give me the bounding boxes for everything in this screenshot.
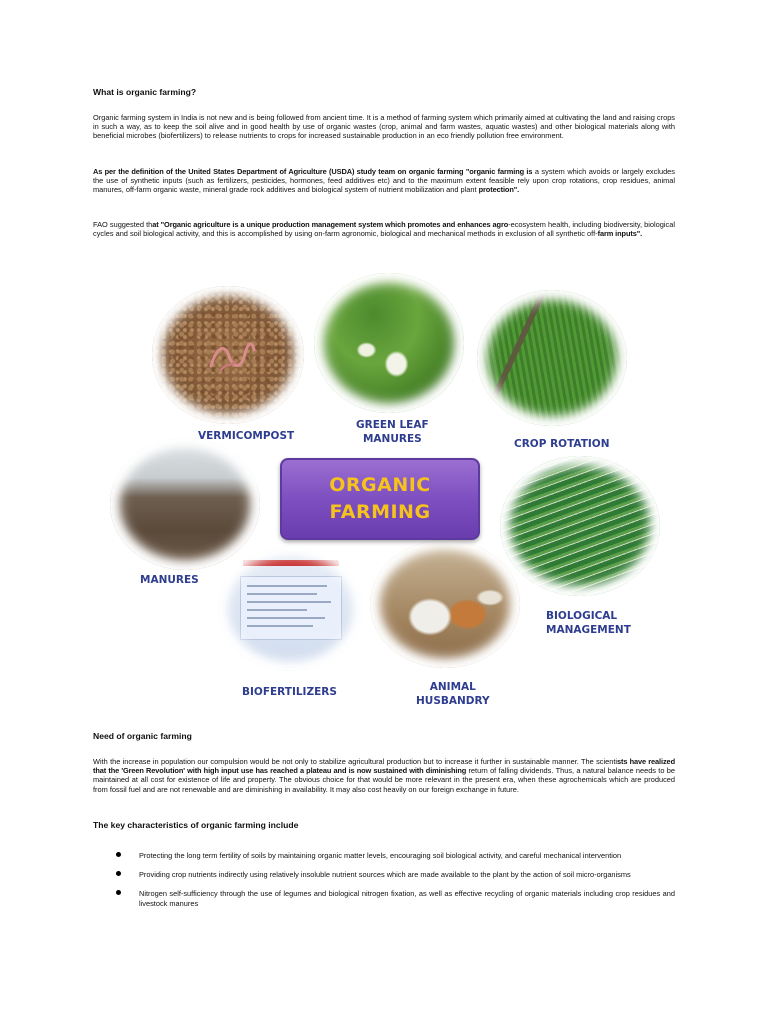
list-item [93, 870, 675, 879]
bag-text-line [247, 601, 331, 603]
caption-crop-rotation: CROP ROTATION [514, 438, 610, 450]
biological-management-image [500, 456, 660, 596]
bullet-icon [116, 871, 121, 876]
list-item-text: Providing crop nutrients indirectly using relatively insoluble nutrient sources which are made available to the plant by the action of soil micro-organisms [139, 870, 631, 880]
caption-green-leaf-line-1: GREEN LEAF [356, 419, 429, 431]
organic-farming-infographic [100, 268, 670, 713]
caption-green-leaf-line-2: MANURES [362, 433, 422, 445]
earthworm-icon [207, 336, 257, 374]
bag-label-strip [243, 560, 339, 566]
animal-husbandry-image [370, 540, 520, 668]
bullet-icon [116, 890, 121, 895]
caption-biofertilizers: BIOFERTILIZERS [242, 686, 337, 698]
usda-definition-end: protection". [478, 185, 520, 195]
need-text-emphasis: sts have realized that the 'Green Revolution' with high input use has reached a plateau and is now sustained with diminishing [93, 757, 675, 776]
bag-text-line [247, 625, 313, 627]
caption-vermicompost: VERMICOMPOST [198, 430, 295, 442]
caption-biological-line-2: MANAGEMENT [546, 624, 631, 636]
green-leaf-manures-image [314, 273, 464, 413]
center-title-line-2: FARMING [329, 501, 431, 523]
caption-animal-line-1: ANIMAL [429, 681, 476, 693]
paragraph-usda-definition [93, 167, 675, 195]
caption-green-leaf-manures [356, 418, 429, 446]
list-item-text: Protecting the long term fertility of soils by maintaining organic matter levels, encouraging soil biological activity, and careful mechanical intervention [139, 851, 622, 860]
fao-definition-end: farm inputs". [597, 229, 643, 239]
manures-image [110, 438, 260, 570]
caption-biological-management [546, 609, 631, 637]
fao-definition-emphasis: at "Organic agriculture is a unique production management system which promotes and enhances agro [152, 220, 509, 229]
caption-animal-husbandry [416, 680, 490, 708]
bag-text-line [247, 585, 327, 587]
fao-definition-start: FAO suggested th [93, 220, 153, 229]
crop-rotation-image [477, 290, 627, 426]
bag-info-panel [240, 576, 342, 640]
bag-text-line [247, 593, 317, 595]
heading-what-is-organic-farming: What is organic farming? [93, 87, 197, 97]
usda-definition-text: a system which avoids or largely excludes the use of synthetic inputs (such as fertilizers, pesticides, hormones, feed additives etc) and to the maximum extent feasible rely upon crop rotations, crop residues, animal manures, off-farm organic waste, mineral grade rock additives and biological system of nutrient mobilization and plant [93, 167, 675, 195]
caption-manures: MANURES [140, 574, 199, 586]
need-text-start: With the increase in population our compulsion would be not only to stabilize agricultural production but to increase it further in sustainable manner. The scienti [93, 757, 618, 766]
caption-animal-line-2: HUSBANDRY [416, 695, 490, 707]
usda-definition-emphasis: As per the definition of the United States Department of Agriculture (USDA) study team on organic farming "organic farming is [93, 167, 533, 176]
list-item [93, 851, 675, 860]
center-title-line-1: ORGANIC [329, 474, 431, 496]
bag-text-line [247, 617, 325, 619]
paragraph-fao-definition [93, 220, 675, 238]
organic-farming-center-box [280, 458, 480, 540]
caption-biological-line-1: BIOLOGICAL [546, 610, 618, 622]
vermicompost-image [152, 286, 304, 424]
heading-need-of-organic-farming: Need of organic farming [93, 731, 192, 741]
paragraph-intro: Organic farming system in India is not new and is being followed from ancient time. It is a method of farming system which primarily aimed at cultivating the land and raising crops in such a way, as to keep the soil alive and in good health by use of organic wastes (crop, animal and farm wastes, aquatic wastes) and other biological materials along with beneficial microbes (biofertilizers) to release nutrients to crops for increased sustainable production in an eco friendly pollution free environment. [93, 113, 675, 141]
characteristics-list [93, 851, 675, 918]
biofertilizers-image [218, 546, 363, 671]
heading-key-characteristics: The key characteristics of organic farming include [93, 820, 299, 830]
list-item [93, 889, 675, 907]
need-text-rest: return of falling dividends. Thus, a natural balance needs to be maintained at all cost for existence of life and property. The obvious choice for that would be more relevant in the present era, when these agrochemicals which are produced from fossil fuel and are not renewable and are diminishing in availability. It may also cost heavily on our foreign exchange in future. [93, 766, 675, 794]
paragraph-need [93, 757, 675, 794]
list-item-text: Nitrogen self-sufficiency through the use of legumes and biological nitrogen fixation, as well as effective recycling of organic materials including crop residues and livestock manures [139, 889, 675, 908]
fao-definition-text: -ecosystem health, including biodiversity, biological cycles and soil biological activity, and this is accomplished by using on-farm agronomic, biological and mechanical methods in exclusion of all synthetic off- [93, 220, 675, 239]
bullet-icon [116, 852, 121, 857]
bag-text-line [247, 609, 307, 611]
